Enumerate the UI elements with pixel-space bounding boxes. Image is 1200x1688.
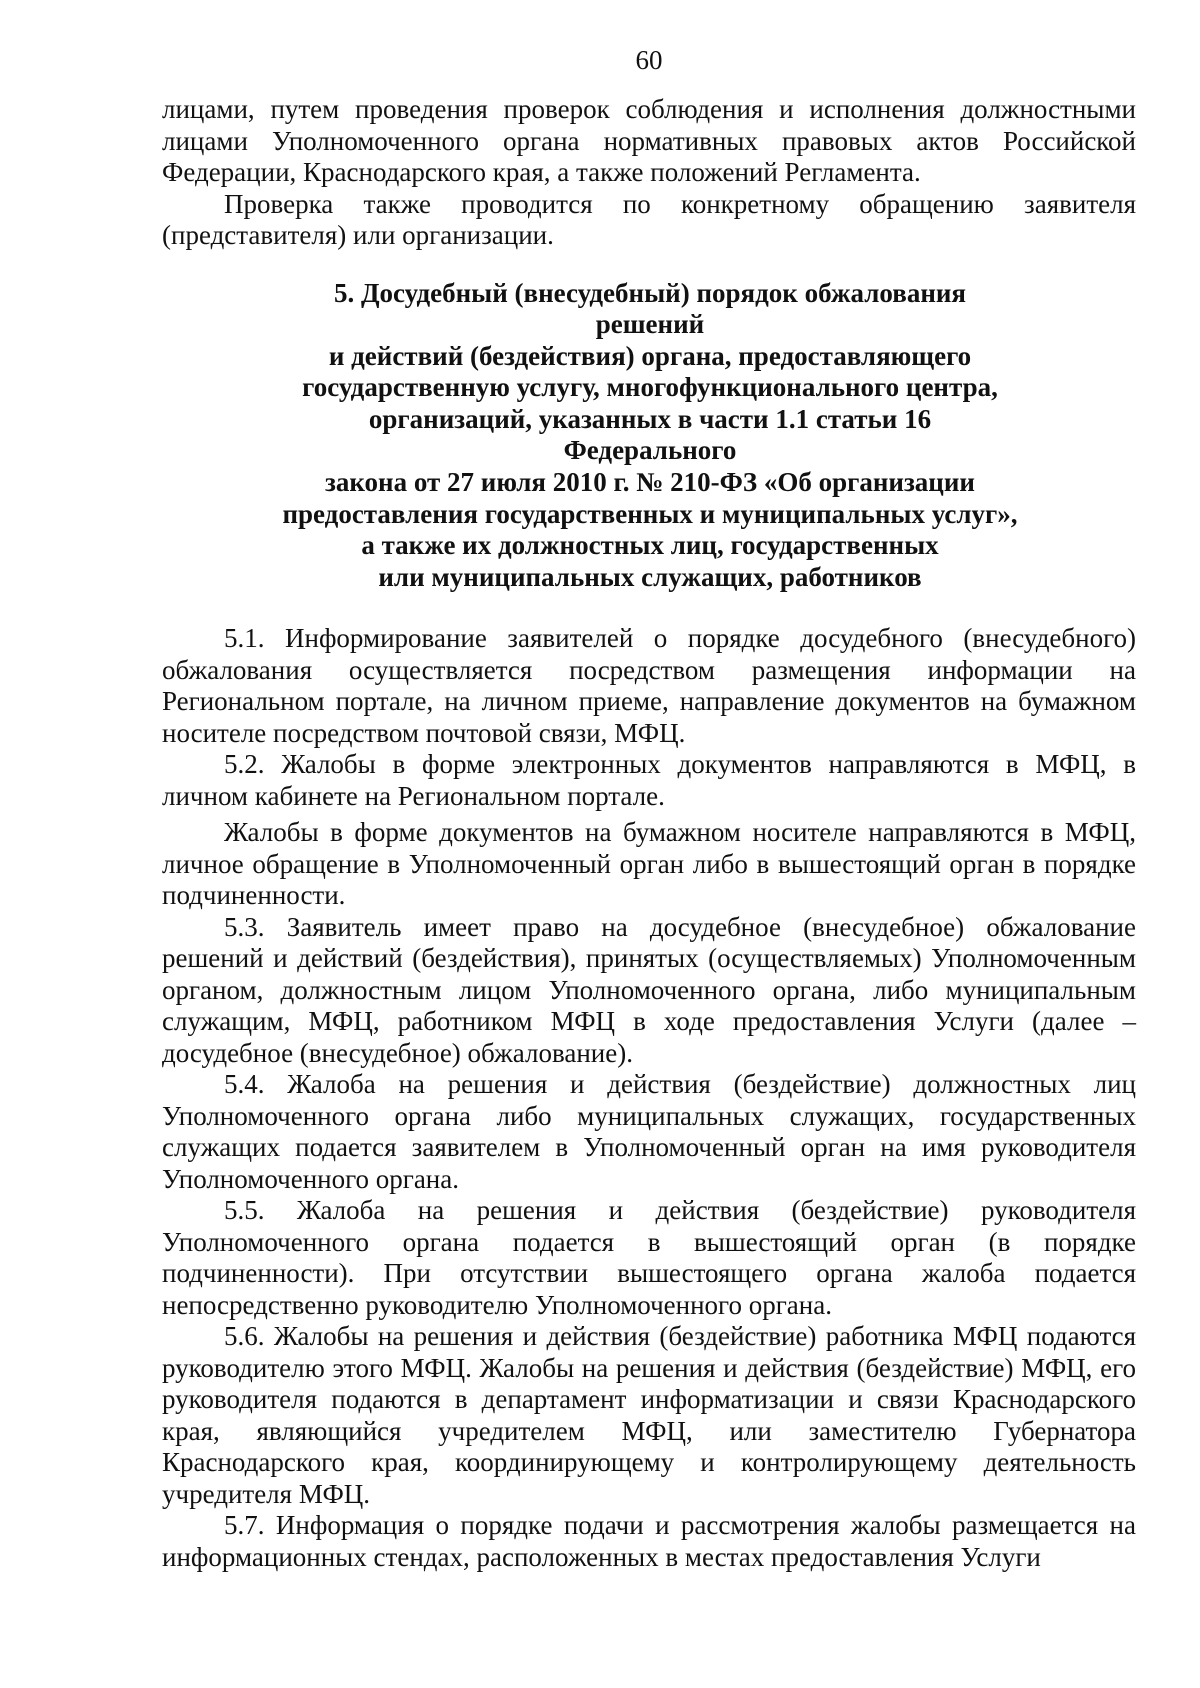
- section-heading: [280, 278, 1020, 594]
- paragraph-5-6: 5.6. Жалобы на решения и действия (бездействие) работника МФЦ подаются руководителю этого МФЦ. Жалобы на решения и действия (бездействие) МФЦ, его руководителя подаются в департамент информатизации и связи Краснодарского края, являющийся учредителем МФЦ, или заместителю Губернатора Краснодарского края, координирующему и контролирующему деятельность учредителя МФЦ.: [162, 1321, 1136, 1509]
- paragraph-intro-continuation: лицами, путем проведения проверок соблюдения и исполнения должностными лицами Уполномоченного органа нормативных правовых актов Российской Федерации, Краснодарского края, а также положений Регламента.: [162, 94, 1136, 187]
- section-heading-line: и действий (бездействия) органа, предоставляющего: [328, 340, 972, 371]
- section-heading-line: 5. Досудебный (внесудебный) порядок обжалования решений: [333, 277, 967, 340]
- paragraph-5-3: 5.3. Заявитель имеет право на досудебное (внесудебное) обжалование решений и действий (бездействия), принятых (осуществляемых) Уполномоченным органом, должностным лицом Уполномоченного органа, либо муниципальным служащим, МФЦ, работником МФЦ в ходе предоставления Услуги (далее – досудебное (внесудебное) обжалование).: [162, 911, 1136, 1068]
- paragraph-5-7: 5.7. Информация о порядке подачи и рассмотрения жалобы размещается на информационных стендах, расположенных в местах предоставления Услуги: [162, 1510, 1136, 1572]
- section-heading-line: организаций, указанных в части 1.1 статьи 16 Федерального: [368, 403, 932, 466]
- section-heading-line: а также их должностных лиц, государственных: [361, 530, 939, 561]
- paragraph-5-2-paper: Жалобы в форме документов на бумажном носителе направляются в МФЦ, личное обращение в Уполномоченный орган либо в вышестоящий орган в порядке подчиненности.: [162, 817, 1136, 911]
- paragraph-5-1: 5.1. Информирование заявителей о порядке досудебного (внесудебного) обжалования осуществляется посредством размещения информации на Региональном портале, на личном приеме, направление документов на бумажном носителе посредством почтовой связи, МФЦ.: [162, 623, 1136, 748]
- section-heading-line: предоставления государственных и муниципальных услуг»,: [282, 498, 1018, 529]
- page-number: 60: [635, 45, 663, 75]
- section-heading-line: закона от 27 июля 2010 г. № 210-ФЗ «Об организации: [325, 467, 975, 498]
- paragraph-5-5: 5.5. Жалоба на решения и действия (бездействие) руководителя Уполномоченного органа подается в вышестоящий орган (в порядке подчиненности). При отсутствии вышестоящего органа жалоба подается непосредственно руководителю Уполномоченного органа.: [162, 1195, 1136, 1320]
- document-page: [162, 40, 1136, 1573]
- section-heading-line: или муниципальных служащих, работников: [378, 561, 922, 592]
- section-heading-line: государственную услугу, многофункционального центра,: [302, 372, 998, 403]
- paragraph-5-4: 5.4. Жалоба на решения и действия (бездействие) должностных лиц Уполномоченного органа либо муниципальных служащих, государственных служащих подается заявителем в Уполномоченный орган на имя руководителя Уполномоченного органа.: [162, 1069, 1136, 1194]
- paragraph-intro-inspection: Проверка также проводится по конкретному обращению заявителя (представителя) или организации.: [162, 188, 1136, 250]
- paragraph-5-2: 5.2. Жалобы в форме электронных документов направляются в МФЦ, в личном кабинете на Региональном портале.: [162, 749, 1136, 811]
